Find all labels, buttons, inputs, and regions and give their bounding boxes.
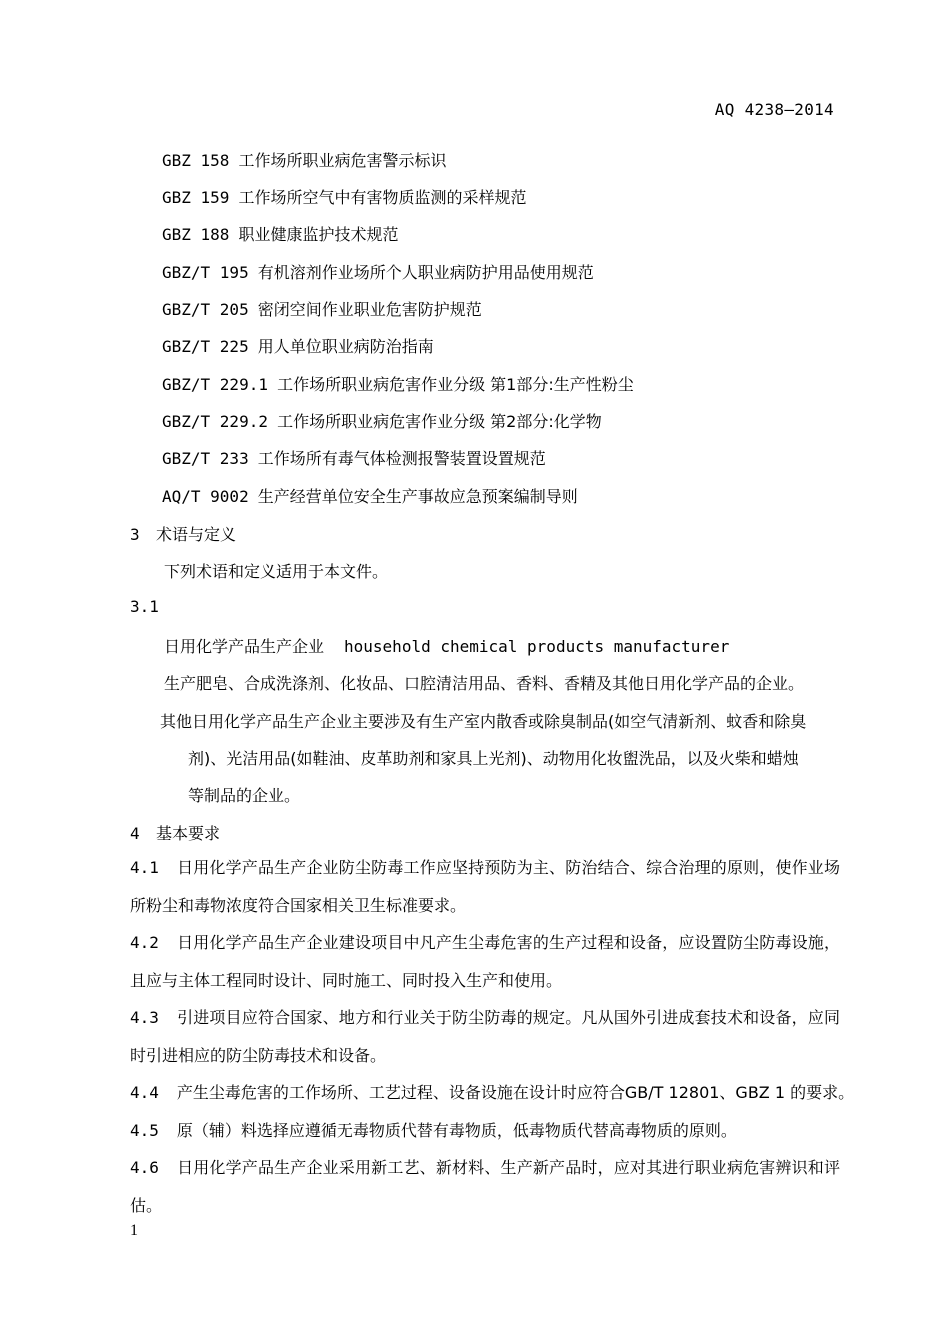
clause — [130, 1149, 840, 1225]
reference-item — [162, 334, 434, 357]
term-note-line: 等制品的企业。 — [188, 786, 301, 805]
term-name — [164, 634, 729, 657]
reference-item — [162, 372, 634, 395]
clause-number: 4.6 — [130, 1158, 159, 1177]
clause — [130, 999, 840, 1075]
clause-text: 日用化学产品生产企业防尘防毒工作应坚持预防为主、防治结合、综合治理的原则，使作业场所粉尘和毒物浓度符合国家相关卫生标准要求。 — [130, 858, 840, 915]
clause-number: 4.4 — [130, 1083, 159, 1102]
term-name-zh: 日用化学产品生产企业 — [164, 637, 325, 656]
clause-text: 引进项目应符合国家、地方和行业关于防尘防毒的规定。凡从国外引进成套技术和设备，应同时引进相应的防尘防毒技术和设备。 — [130, 1008, 840, 1065]
section-heading — [130, 522, 236, 545]
term-note-line: 其他日用化学产品生产企业主要涉及有生产室内散香或除臭制品(如空气清新剂、蚊香和除臭 — [160, 712, 807, 731]
reference-title: 密闭空间作业职业危害防护规范 — [257, 300, 482, 319]
reference-title: 工作场所空气中有害物质监测的采样规范 — [238, 188, 527, 207]
term-name-en: household chemical products manufacturer — [344, 637, 730, 656]
clause — [130, 1074, 855, 1112]
clause-text: 日用化学产品生产企业建设项目中凡产生尘毒危害的生产过程和设备，应设置防尘防毒设施，且应与主体工程同时设计、同时施工、同时投入生产和使用。 — [130, 933, 840, 990]
reference-code: GBZ 188 — [162, 225, 230, 244]
reference-code: GBZ/T 229.2 — [162, 412, 268, 431]
clause — [130, 849, 840, 925]
page-number: 1 — [130, 1222, 138, 1239]
section-number: 3 — [130, 525, 140, 544]
clause-text: 日用化学产品生产企业采用新工艺、新材料、生产新产品时，应对其进行职业病危害辨识和评估。 — [130, 1158, 840, 1215]
reference-title: 工作场所职业病危害作业分级 第1部分:生产性粉尘 — [277, 375, 634, 394]
term-definition: 生产肥皂、合成洗涤剂、化妆品、口腔清洁用品、香料、香精及其他日用化学产品的企业。 — [164, 674, 805, 693]
reference-code: AQ/T 9002 — [162, 487, 249, 506]
clause-text: 产生尘毒危害的工作场所、工艺过程、设备设施在设计时应符合GB/T 12801、GBZ 1 的要求。 — [176, 1083, 855, 1102]
reference-item — [162, 222, 399, 245]
reference-item — [162, 148, 447, 171]
term-note-line: 剂)、光洁用品(如鞋油、皮革助剂和家具上光剂)、动物用化妆盥洗品，以及火柴和蜡烛 — [188, 749, 799, 768]
section-number: 4 — [130, 824, 140, 843]
section-title: 术语与定义 — [156, 525, 237, 544]
reference-title: 工作场所职业病危害作业分级 第2部分:化学物 — [277, 412, 602, 431]
section-intro: 下列术语和定义适用于本文件。 — [164, 562, 389, 581]
reference-item — [162, 446, 546, 469]
reference-code: GBZ 158 — [162, 151, 230, 170]
reference-item — [162, 185, 527, 208]
clause — [130, 1112, 840, 1150]
term-number: 3.1 — [130, 597, 159, 616]
reference-item — [162, 297, 482, 320]
reference-code: GBZ/T 195 — [162, 263, 249, 282]
reference-item — [162, 484, 578, 507]
reference-item — [162, 260, 594, 283]
clause-text: 原（辅）料选择应遵循无毒物质代替有毒物质，低毒物质代替高毒物质的原则。 — [176, 1121, 737, 1140]
reference-title: 工作场所职业病危害警示标识 — [238, 151, 447, 170]
reference-title: 有机溶剂作业场所个人职业病防护用品使用规范 — [257, 263, 594, 282]
reference-item — [162, 409, 602, 432]
reference-title: 工作场所有毒气体检测报警装置设置规范 — [257, 449, 546, 468]
clause — [130, 924, 840, 1000]
reference-code: GBZ/T 205 — [162, 300, 249, 319]
reference-code: GBZ/T 233 — [162, 449, 249, 468]
reference-title: 用人单位职业病防治指南 — [257, 337, 434, 356]
standard-code: AQ 4238—2014 — [714, 100, 834, 119]
section-title: 基本要求 — [156, 824, 221, 843]
clause-number: 4.5 — [130, 1121, 159, 1140]
section-heading — [130, 821, 220, 844]
reference-title: 生产经营单位安全生产事故应急预案编制导则 — [257, 487, 578, 506]
reference-code: GBZ/T 229.1 — [162, 375, 268, 394]
reference-title: 职业健康监护技术规范 — [238, 225, 399, 244]
clause-number: 4.2 — [130, 933, 159, 952]
reference-code: GBZ/T 225 — [162, 337, 249, 356]
clause-number: 4.3 — [130, 1008, 159, 1027]
reference-code: GBZ 159 — [162, 188, 230, 207]
clause-number: 4.1 — [130, 858, 159, 877]
